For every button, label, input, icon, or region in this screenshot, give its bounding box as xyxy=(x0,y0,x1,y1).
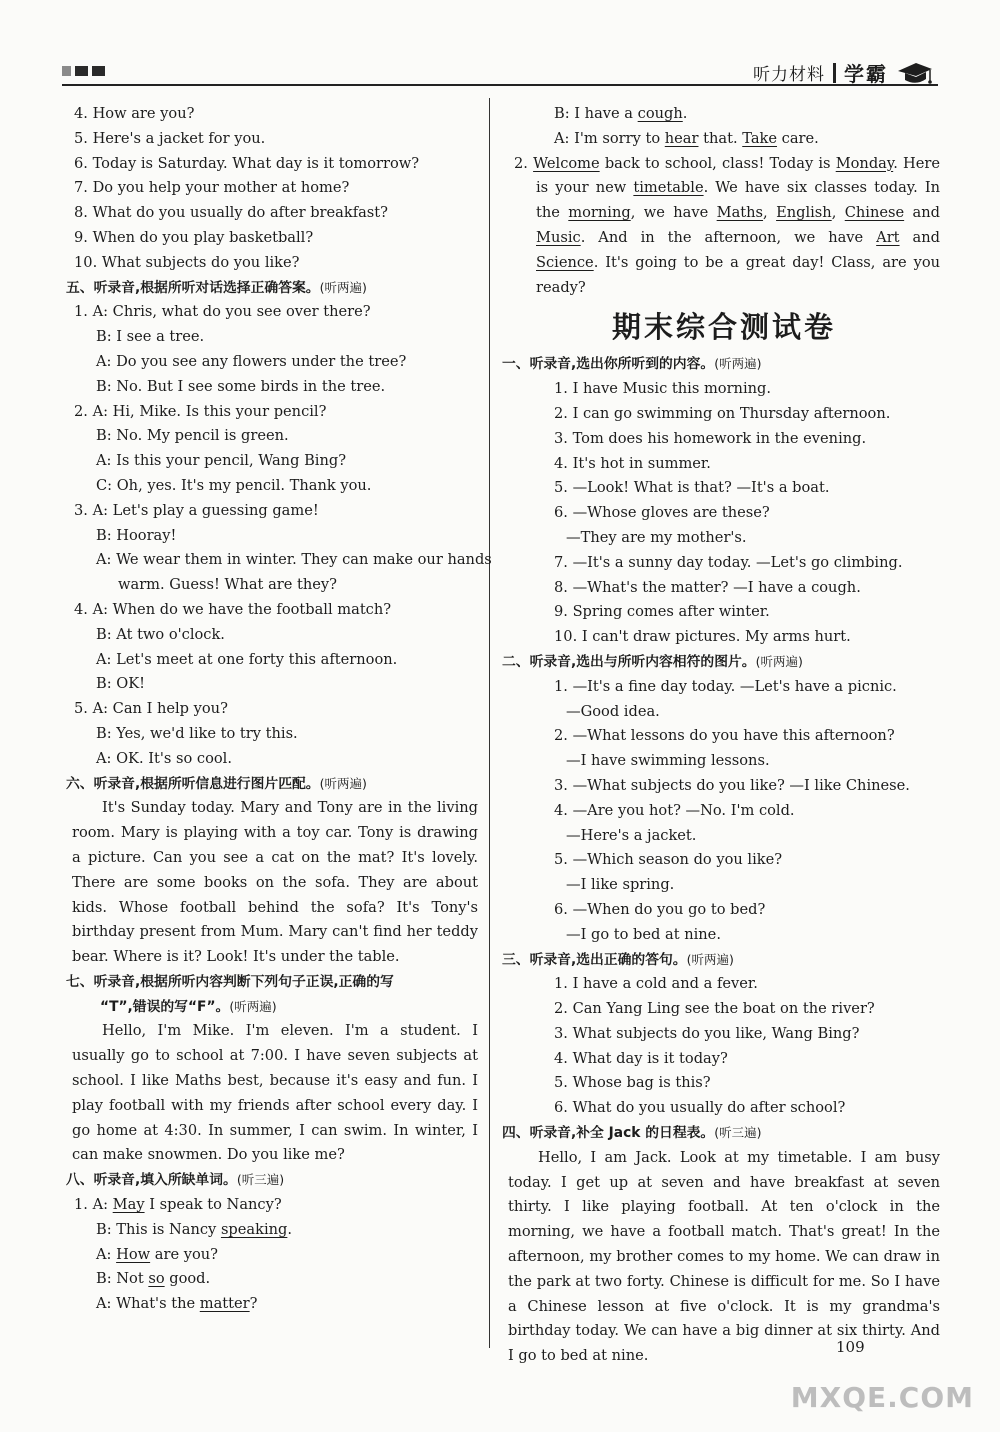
list-item: 6. —When do you go to bed? xyxy=(554,900,766,918)
dialogue-line: B: No. But I see some birds in the tree. xyxy=(96,377,386,395)
answer-word: Take xyxy=(742,129,778,147)
column-divider xyxy=(489,98,490,1348)
list-item: 4. How are you? xyxy=(74,105,195,122)
header-ornament xyxy=(62,66,105,76)
dialogue-line: B: This is Nancy speaking. xyxy=(96,1220,292,1238)
list-item: 6. What do you usually do after school? xyxy=(554,1099,846,1117)
list-item: 2. Can Yang Ling see the boat on the river? xyxy=(554,1000,875,1018)
dialogue-line: A: I'm sorry to hear that. Take care. xyxy=(554,129,819,147)
list-item: 5. Whose bag is this? xyxy=(554,1074,711,1092)
list-item: 9. When do you play basketball? xyxy=(74,228,314,246)
dialogue-line: B: At two o'clock. xyxy=(96,625,225,643)
page-title: 期末综合测试卷 xyxy=(611,310,836,345)
list-item: 4. It's hot in summer. xyxy=(554,454,711,472)
list-item: 3. Tom does his homework in the evening. xyxy=(554,429,867,447)
list-item: 7. —It's a sunny day today. —Let's go climbing. xyxy=(554,553,903,571)
section-heading-cont: “T”,错误的写“F”。(听两遍) xyxy=(100,998,277,1015)
list-item: 5. —Look! What is that? —It's a boat. xyxy=(554,479,830,497)
dialogue-line: B: Yes, we'd like to try this. xyxy=(96,724,298,742)
graduation-cap-icon xyxy=(896,59,934,87)
dialogue-line: A: OK. It's so cool. xyxy=(96,749,232,767)
list-item: 6. —Whose gloves are these? xyxy=(554,504,770,522)
dialogue-line: B: No. My pencil is green. xyxy=(96,427,289,445)
section-heading: 五、听录音,根据所听对话选择正确答案。(听两遍) xyxy=(66,279,367,296)
dialogue-line: 4. A: When do we have the football match? xyxy=(74,600,392,618)
list-item: 4. —Are you hot? —No. I'm cold. xyxy=(554,801,795,819)
list-item: —I like spring. xyxy=(566,876,675,894)
list-item: —They are my mother's. xyxy=(566,528,747,546)
list-item: 7. Do you help your mother at home? xyxy=(74,179,350,197)
section-heading: 六、听录音,根据所听信息进行图片匹配。(听两遍) xyxy=(66,775,367,792)
section-title: 听力材料 xyxy=(753,65,825,85)
list-item: 1. I have Music this morning. xyxy=(554,380,772,398)
dialogue-line: B: OK! xyxy=(96,675,146,693)
dialogue-line: A: Do you see any flowers under the tree? xyxy=(96,352,407,370)
left-column xyxy=(66,102,492,1317)
list-item: 5. —Which season do you like? xyxy=(554,851,783,869)
header-rule xyxy=(62,84,938,86)
dialogue-line: A: How are you? xyxy=(96,1245,218,1263)
answer-word: hear xyxy=(664,129,699,147)
paragraph: Hello, I'm Mike. I'm eleven. I'm a student. I usually go to school at 7:00. I have seven subjects at school. I like Maths best, because it's easy and fun. I play football with my friends after school every day. I go home at 4:30. In summer, I can swim. In winter, I can make snowmen. Do you like me? xyxy=(72,1022,478,1164)
list-item: 10. What subjects do you like? xyxy=(74,253,300,271)
section-heading: 七、听录音,根据所听内容判断下列句子正误,正确的写 xyxy=(66,973,394,990)
answer-word: speaking xyxy=(220,1220,288,1238)
watermark: MXQE.COM xyxy=(790,1381,974,1414)
paragraph: Hello, I am Jack. Look at my timetable. I am busy today. I get up at seven and have breakfast at seven thirty. I like playing football. At ten o'clock in the morning, we have a football match. That's great! In the afternoon, my brother comes to my home. We can draw in the park at two forty. Chinese is difficult for me. So I have a Chinese lesson at five o'clock. It is my grandma's birthday today. We can have a big dinner at six thirty. And I go to bed at nine. xyxy=(508,1148,940,1365)
answer-word: cough xyxy=(637,105,683,122)
list-item: 9. Spring comes after winter. xyxy=(554,603,770,621)
list-item: 3. What subjects do you like, Wang Bing? xyxy=(554,1024,860,1042)
dialogue-line: 5. A: Can I help you? xyxy=(74,700,228,718)
list-item: —Good idea. xyxy=(566,702,660,720)
list-item: 8. —What's the matter? —I have a cough. xyxy=(554,578,861,596)
dialogue-line: 2. A: Hi, Mike. Is this your pencil? xyxy=(74,402,327,420)
list-item: 5. Here's a jacket for you. xyxy=(74,129,266,147)
dialogue-line: warm. Guess! What are they? xyxy=(118,576,337,594)
answer-word: May xyxy=(112,1196,145,1214)
list-item: 2. —What lessons do you have this afternoon? xyxy=(554,727,895,745)
dialogue-line: B: I see a tree. xyxy=(96,328,205,346)
section-heading: 八、听录音,填入所缺单词。(听三遍) xyxy=(66,1172,285,1189)
dialogue-line: B: Not so good. xyxy=(96,1270,211,1288)
list-item: —Here's a jacket. xyxy=(566,826,697,844)
brand-name: 学霸 xyxy=(844,62,888,86)
section-heading: 二、听录音,选出与所听内容相符的图片。(听两遍) xyxy=(502,653,803,670)
dialogue-line: B: I have a cough. xyxy=(554,105,688,122)
dialogue-line: 1. A: May I speak to Nancy? xyxy=(74,1196,282,1214)
list-item: 4. What day is it today? xyxy=(554,1049,728,1067)
answer-word: How xyxy=(116,1245,151,1263)
paragraph: 2. Welcome back to school, class! Today is Monday. Here is your new timetable. We have six classes today. In the morning, we have Maths, English, Chinese and Music. And in the afternoon, we have Art and Science. It's going to be a great day! Class, are you ready? xyxy=(514,154,940,296)
dialogue-line: A: We wear them in winter. They can make our hands xyxy=(96,551,492,569)
dialogue-line: B: Hooray! xyxy=(96,526,177,544)
header-divider xyxy=(833,63,836,83)
section-heading: 四、听录音,补全 Jack 的日程表。(听三遍) xyxy=(502,1125,762,1142)
dialogue-line: A: Let's meet at one forty this afternoon. xyxy=(96,650,398,668)
dialogue-line: C: Oh, yes. It's my pencil. Thank you. xyxy=(96,476,372,494)
paragraph: It's Sunday today. Mary and Tony are in the living room. Mary is playing with a toy car. Tony is drawing a picture. Can you see a cat on the mat? It's lovely. There are some books on the sofa. They are about kids. Whose football behind the sofa? It's Tony's birthday present from Mum. Mary can't find her teddy bear. Where is it? Look! It's under the table. xyxy=(72,799,478,966)
dialogue-line: A: What's the matter? xyxy=(96,1295,258,1313)
list-item: 1. I have a cold and a fever. xyxy=(554,975,758,993)
answer-word: so xyxy=(148,1270,165,1288)
page-header xyxy=(753,58,934,87)
list-item: —I have swimming lessons. xyxy=(566,752,770,770)
list-item: 3. —What subjects do you like? —I like Chinese. xyxy=(554,776,910,794)
list-item: 10. I can't draw pictures. My arms hurt. xyxy=(554,628,851,646)
dialogue-line: A: Is this your pencil, Wang Bing? xyxy=(96,452,347,470)
list-item: 1. —It's a fine day today. —Let's have a picnic. xyxy=(554,677,897,695)
list-item: —I go to bed at nine. xyxy=(566,925,721,943)
section-heading: 三、听录音,选出正确的答句。(听两遍) xyxy=(502,951,734,968)
right-column xyxy=(502,102,940,1369)
list-item: 2. I can go swimming on Thursday afternoon. xyxy=(554,404,891,422)
section-heading: 一、听录音,选出你所听到的内容。(听两遍) xyxy=(502,356,762,373)
list-item: 6. Today is Saturday. What day is it tomorrow? xyxy=(74,154,420,172)
dialogue-line: 3. A: Let's play a guessing game! xyxy=(74,501,319,519)
dialogue-line: 1. A: Chris, what do you see over there? xyxy=(74,303,371,321)
page-number: 109 xyxy=(836,1338,865,1356)
list-item: 8. What do you usually do after breakfast? xyxy=(74,204,388,222)
answer-word: matter xyxy=(199,1295,250,1313)
